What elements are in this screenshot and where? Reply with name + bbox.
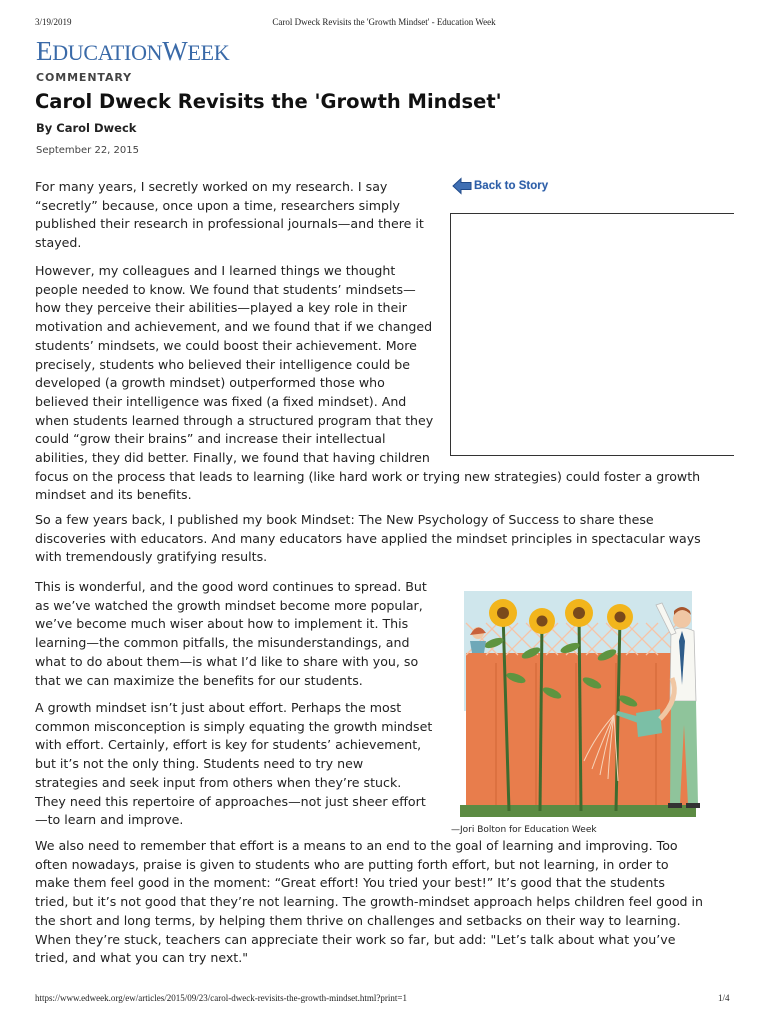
print-url: https://www.edweek.org/ew/articles/2015/09/23/carol-dweck-revisits-the-growth-mindset.html?print=1: [35, 993, 407, 1003]
article-paragraph-2: However, my colleagues and I learned things we thought people needed to know. We found that students’ mindsets— how they perceive their abilities—played a key role in their motivation and achievement, and we found that if we changed students’ mindsets, we could boost their achievement. More precisely, students who believed their intelligence could be developed (a growth mindset) outperformed those who believed their intelligence was fixed (a fixed mindset). And when students learned through a structured program that they could “grow their brains” and increase their intellectual abilities, they did better. Finally, we found that having children focus on the process that leads to learning (like hard work or trying new strategies) could foster a growth mindset and its benefits.: [35, 263, 701, 503]
left-arrow-icon: [452, 177, 472, 195]
article-paragraph-6: We also need to remember that effort is a means to an end to the goal of learning and improving. Too often nowadays, praise is given to students who are putting forth effort, but not learning, in order to make them feel good in the moment: “Great effort! You tried your best!” It’s good that the students tried, but it’s not good that they’re not learning. The growth-mindset approach helps children feel good in the short and long terms, by helping them thrive on challenges and setbacks on their way to learning. When they’re stuck, teachers can appreciate their work so far, but add: "Let’s talk about what you’ve tried, and what you can try next.": [35, 838, 704, 966]
article-date: September 22, 2015: [36, 145, 139, 156]
article-paragraph-3: So a few years back, I published my book Mindset: The New Psychology of Success to share these discoveries with educators. And many educators have applied the mindset principles in spectacular ways with tremendously gratifying results.: [35, 512, 701, 565]
education-week-logo[interactable]: EDUCATIONWEEK: [36, 36, 230, 66]
section-label: COMMENTARY: [36, 71, 133, 84]
print-page-title: Carol Dweck Revisits the 'Growth Mindset' - Education Week: [272, 17, 496, 27]
image-caption: —Jori Bolton for Education Week: [451, 825, 597, 835]
back-to-story-label: Back to Story: [474, 180, 549, 192]
article-headline: Carol Dweck Revisits the 'Growth Mindset': [35, 90, 502, 113]
article-paragraph-4: This is wonderful, and the good word continues to spread. But as we’ve watched the growth mindset become more popular, we’ve become much wiser about how to implement it. This learning—the common pitfalls, the misunderstandings, and what to do about them—is what I’d like to share with you, so that we can maximize the benefits for our students.: [35, 579, 427, 688]
article-byline: By Carol Dweck: [36, 121, 137, 135]
article-paragraph-1: For many years, I secretly worked on my research. I say “secretly” because, once upon a time, researchers simply published their research in professional journals—and there it stayed.: [35, 179, 424, 251]
print-page-number: 1/4: [718, 993, 730, 1003]
back-to-story-link[interactable]: [452, 177, 548, 195]
print-date: 3/19/2019: [35, 17, 72, 27]
sunflower-illustration: [456, 583, 722, 821]
article-paragraph-5: A growth mindset isn’t just about effort. Perhaps the most common misconception is simply equating the growth mindset with effort. Certainly, effort is key for students’ achievement, but it’s not the only thing. Students need to try new strategies and seek input from others when they’re stuck. They need this repertoire of approaches—not just sheer effort —to learn and improve.: [35, 700, 433, 828]
